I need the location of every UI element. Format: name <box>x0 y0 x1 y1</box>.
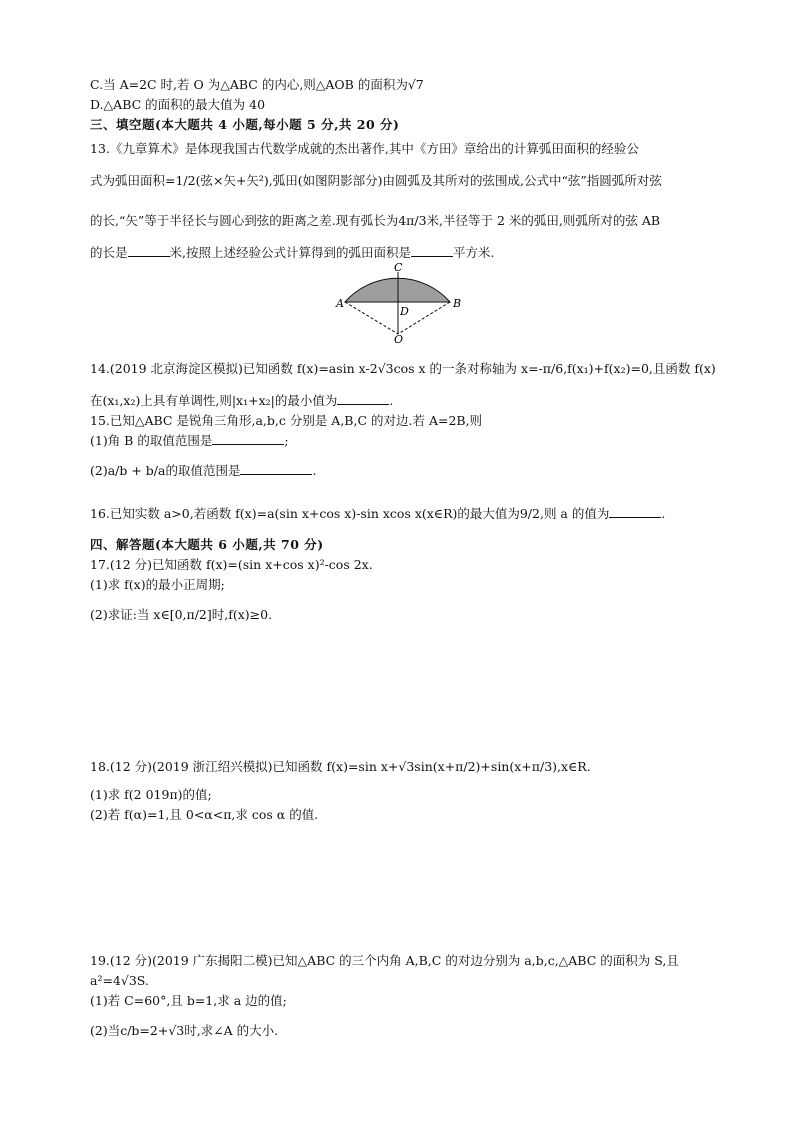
label-a: A <box>336 297 344 310</box>
q15-part1 <box>90 432 289 450</box>
q16-text: 16.已知实数 a>0,若函数 f(x)=a(sin x+cos x)-sin xcos x(x∈R)的最大值为9/2,则 a 的值为 <box>90 506 610 521</box>
q14-text-a: 在(x₁,x₂)上具有单调性,则|x₁+x₂|的最小值为 <box>90 393 338 408</box>
q19-stem: 19.(12 分)(2019 广东揭阳二模)已知△ABC 的三个内角 A,B,C 的对边分别为 a,b,c,△ABC 的面积为 S,且 <box>90 953 679 968</box>
q19-stem-cont: a²=4√3S. <box>90 973 149 988</box>
q18-part2: (2)若 f(α)=1,且 0<α<π,求 cos α 的值. <box>90 807 319 822</box>
section-answer-heading: 四、解答题(本大题共 6 小题,共 70 分) <box>90 537 324 552</box>
q14-blank[interactable] <box>337 392 389 405</box>
q13-text-b: 米,按照上述经验公式计算得到的弧田面积是 <box>169 245 411 260</box>
q19-part2: (2)当c/b=2+√3时,求∠A 的大小. <box>90 1023 279 1038</box>
q15-blank-2[interactable] <box>240 462 312 475</box>
label-c: C <box>394 262 403 274</box>
q15-part2 <box>90 462 316 480</box>
q19-part1: (1)若 C=60°,且 b=1,求 a 边的值; <box>90 993 287 1008</box>
option-d: D.△ABC 的面积的最大值为 40 <box>90 97 266 112</box>
arc-field-figure <box>330 262 470 344</box>
label-d: D <box>400 305 409 318</box>
label-b: B <box>453 297 462 310</box>
q18-stem: 18.(12 分)(2019 浙江绍兴模拟)已知函数 f(x)=sin x+√3sin(x+π/2)+sin(x+π/3),x∈R. <box>90 759 591 774</box>
q15-part2-end: . <box>312 463 317 478</box>
section-fill-blank-heading: 三、填空题(本大题共 4 小题,每小题 5 分,共 20 分) <box>90 117 400 132</box>
q17-part2: (2)求证:当 x∈[0,π/2]时,f(x)≥0. <box>90 607 273 622</box>
q13-line2: 式为弧田面积=1/2(弦×矢+矢²),弧田(如图阴影部分)由圆弧及其所对的弦围成,公式中“弦”指圆弧所对弦 <box>90 173 662 188</box>
radius-ao <box>345 302 398 334</box>
q13-blank-1[interactable] <box>128 244 170 257</box>
q15-part2-text: (2)a/b + b/a的取值范围是 <box>90 463 241 478</box>
q17-stem: 17.(12 分)已知函数 f(x)=(sin x+cos x)²-cos 2x. <box>90 557 373 572</box>
q15-part1-end: ; <box>284 433 289 448</box>
q16-blank[interactable] <box>609 505 661 518</box>
option-c: C.当 A=2C 时,若 O 为△ABC 的内心,则△AOB 的面积为√7 <box>90 77 424 92</box>
q17-part1: (1)求 f(x)的最小正周期; <box>90 577 225 592</box>
q13-line3: 的长,“矢”等于半径长与圆心到弦的距离之差.现有弧长为4π/3米,半径等于 2 米的弧田,则弧所对的弦 AB <box>90 213 661 228</box>
q13-line1: 13.《九章算术》是体现我国古代数学成就的杰出著作,其中《方田》章给出的计算弧田面积的经验公 <box>90 141 639 156</box>
q13-text-c: 平方米. <box>453 245 495 260</box>
q18-part1: (1)求 f(2 019π)的值; <box>90 787 212 802</box>
q14-line1: 14.(2019 北京海淀区模拟)已知函数 f(x)=asin x-2√3cos x 的一条对称轴为 x=-π/6,f(x₁)+f(x₂)=0,且函数 f(x) <box>90 361 716 376</box>
q16-end: . <box>661 506 666 521</box>
q14-text-b: . <box>389 393 394 408</box>
q15-part1-text: (1)角 B 的取值范围是 <box>90 433 213 448</box>
q13-line4 <box>90 244 494 262</box>
q14-line2 <box>90 392 393 410</box>
q16-line <box>90 505 665 523</box>
label-o: O <box>394 333 404 344</box>
q13-blank-2[interactable] <box>411 244 453 257</box>
q13-text-a: 的长是 <box>90 245 128 260</box>
q15-line1: 15.已知△ABC 是锐角三角形,a,b,c 分别是 A,B,C 的对边.若 A=2B,则 <box>90 413 483 428</box>
q15-blank-1[interactable] <box>212 432 284 445</box>
